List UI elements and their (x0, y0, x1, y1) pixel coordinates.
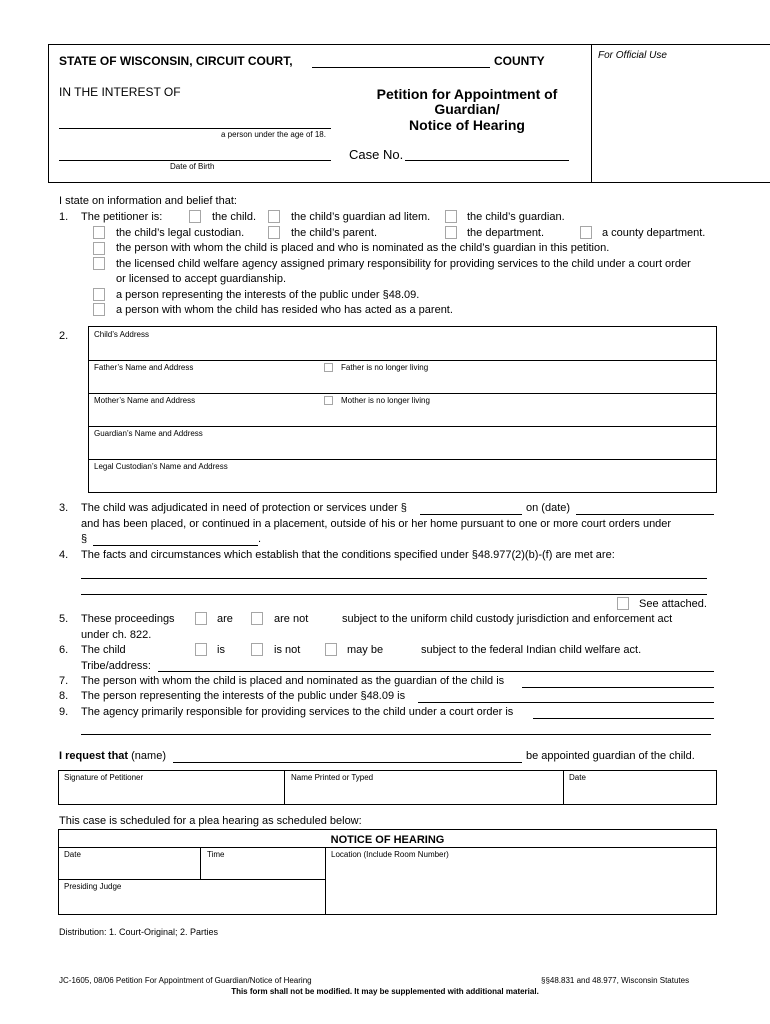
signature-date-label: Date (569, 773, 586, 782)
item3-date-field[interactable] (576, 514, 714, 515)
in-interest-label: IN THE INTEREST OF (59, 85, 181, 99)
label-petitioner-department: the department. (467, 227, 545, 239)
tribe-address-field[interactable] (158, 671, 714, 672)
checkbox-petitioner-resided[interactable] (93, 303, 105, 316)
item4-text: The facts and circumstances which establish that the conditions specified under §48.977(2)(b)-(f) are met are: (81, 549, 615, 561)
label-petitioner-parent: the child’s parent. (291, 227, 378, 239)
label-petitioner-county: a county department. (602, 227, 706, 239)
custodian-label: Legal Custodian’s Name and Address (94, 462, 228, 471)
hearing-title-divider (58, 847, 717, 848)
label-petitioner-custodian: the child’s legal custodian. (116, 227, 245, 239)
item3-line2: and has been placed, or continued in a placement, outside of his or her home pursuant to one or more court orders under (81, 518, 672, 530)
checkbox-petitioner-parent[interactable] (268, 226, 280, 239)
label-icwa-is-not: is not (274, 644, 301, 656)
item6-number: 6. (59, 644, 69, 656)
checkbox-ucc-are[interactable] (195, 612, 207, 625)
checkbox-father-deceased[interactable] (324, 363, 333, 372)
item5-tail: subject to the uniform child custody jurisdiction and enforcement act (342, 613, 673, 625)
item8-text: The person representing the interests of the public under §48.09 is (81, 690, 406, 702)
item3-order-statute-field[interactable] (93, 545, 258, 546)
checkbox-see-attached[interactable] (617, 597, 629, 610)
minor-caption: a person under the age of 18. (221, 130, 326, 139)
signature-table (58, 770, 717, 805)
label-ucc-are: are (217, 613, 233, 625)
item7-text: The person with whom the child is placed and nominated as the guardian of the child is (81, 675, 505, 687)
label-icwa-is: is (217, 644, 225, 656)
parties-row-divider (88, 459, 717, 460)
label-petitioner-resided: a person with whom the child has resided who has acted as a parent. (116, 304, 453, 316)
label-petitioner-gal: the child’s guardian ad litem. (291, 211, 431, 223)
item1-lead: The petitioner is: (81, 211, 163, 223)
checkbox-petitioner-public[interactable] (93, 288, 105, 301)
checkbox-petitioner-department[interactable] (445, 226, 457, 239)
item8-number: 8. (59, 690, 69, 702)
label-petitioner-placed: the person with whom the child is placed and who is nominated as the child’s guardian in this petition. (116, 242, 610, 254)
hearing-time-label: Time (207, 850, 225, 859)
item5-number: 5. (59, 613, 69, 625)
request-lead: I request that (59, 750, 129, 762)
item4-facts-line[interactable] (81, 578, 707, 579)
item9-text: The agency primarily responsible for providing services to the child under a court order is (81, 706, 514, 718)
item9-continuation-field[interactable] (81, 734, 711, 735)
item1-number: 1. (59, 211, 69, 223)
item5-lead: These proceedings (81, 613, 175, 625)
header-left-rule (48, 44, 49, 182)
child-name-field[interactable] (59, 128, 331, 129)
state-court-label: STATE OF WISCONSIN, CIRCUIT COURT, (59, 54, 293, 68)
checkbox-icwa-may-be[interactable] (325, 643, 337, 656)
form-title-line1: Petition for Appointment of (376, 86, 558, 102)
hearing-location-label: Location (Include Room Number) (331, 850, 449, 859)
item3-line3: § (81, 533, 88, 545)
item3-line1b: on (date) (526, 502, 571, 514)
form-title-line3: Notice of Hearing (409, 117, 525, 133)
parties-row-divider (88, 426, 717, 427)
guardian-label: Guardian’s Name and Address (94, 429, 203, 438)
case-no-label: Case No. (349, 147, 404, 162)
parties-row-divider (88, 393, 717, 394)
item4-facts-line[interactable] (81, 594, 707, 595)
signature-label: Signature of Petitioner (64, 773, 144, 782)
checkbox-icwa-is[interactable] (195, 643, 207, 656)
mother-label: Mother’s Name and Address (94, 396, 196, 405)
checkbox-petitioner-child[interactable] (189, 210, 201, 223)
request-name-hint: (name) (131, 750, 166, 762)
item3-period: . (258, 533, 262, 545)
item3-line1a: The child was adjudicated in need of protection or services under § (81, 502, 407, 514)
checkbox-petitioner-placed[interactable] (93, 242, 105, 255)
mother-deceased-label: Mother is no longer living (341, 396, 430, 405)
father-label: Father’s Name and Address (94, 363, 194, 372)
request-tail: be appointed guardian of the child. (526, 750, 695, 762)
request-line (59, 750, 166, 762)
item3-statute-field[interactable] (420, 514, 522, 515)
checkbox-petitioner-gal[interactable] (268, 210, 280, 223)
checkbox-petitioner-guardian[interactable] (445, 210, 457, 223)
item7-number: 7. (59, 675, 69, 687)
hearing-intro: This case is scheduled for a plea hearing as scheduled below: (59, 815, 362, 827)
hearing-col-divider (200, 847, 201, 879)
case-no-field[interactable] (405, 160, 569, 161)
label-ucc-are-not: are not (274, 613, 309, 625)
requested-guardian-name-field[interactable] (173, 762, 522, 763)
checkbox-mother-deceased[interactable] (324, 396, 333, 405)
label-petitioner-child: the child. (212, 211, 257, 223)
item7-field[interactable] (522, 687, 714, 688)
intro-text: I state on information and belief that: (59, 195, 237, 207)
item9-field[interactable] (533, 718, 714, 719)
checkbox-petitioner-agency[interactable] (93, 257, 105, 270)
label-petitioner-agency-1: the licensed child welfare agency assigned primary responsibility for providing services to the child under a court order (116, 258, 691, 270)
item5-line2: under ch. 822. (81, 629, 152, 641)
item8-field[interactable] (418, 702, 714, 703)
hearing-title: NOTICE OF HEARING (330, 834, 445, 846)
header-bottom-rule (48, 182, 770, 183)
county-label: COUNTY (494, 54, 545, 68)
county-name-field[interactable] (312, 67, 490, 68)
item4-number: 4. (59, 549, 69, 561)
hearing-col-divider (325, 847, 326, 915)
childs-address-label: Child’s Address (94, 330, 149, 339)
name-printed-label: Name Printed or Typed (291, 773, 374, 782)
item6-tail: subject to the federal Indian child welfare act. (421, 644, 642, 656)
item2-number: 2. (59, 330, 69, 342)
distribution-text: Distribution: 1. Court-Original; 2. Parties (59, 927, 219, 937)
checkbox-petitioner-custodian[interactable] (93, 226, 105, 239)
checkbox-petitioner-county[interactable] (580, 226, 592, 239)
tribe-label: Tribe/address: (81, 660, 151, 672)
label-petitioner-agency-2: or licensed to accept guardianship. (116, 273, 286, 285)
parties-row-divider (88, 360, 717, 361)
checkbox-ucc-are-not[interactable] (251, 612, 263, 625)
label-petitioner-public: a person representing the interests of the public under §48.09. (116, 289, 420, 301)
item6-lead: The child (81, 644, 126, 656)
father-deceased-label: Father is no longer living (341, 363, 429, 372)
item3-number: 3. (59, 502, 69, 514)
form-title-line2: Guardian/ (434, 101, 500, 117)
dob-caption: Date of Birth (170, 162, 215, 171)
see-attached-label: See attached. (639, 598, 707, 610)
checkbox-icwa-is-not[interactable] (251, 643, 263, 656)
label-icwa-may-be: may be (347, 644, 384, 656)
label-petitioner-guardian: the child’s guardian. (467, 211, 565, 223)
hearing-row-divider (58, 879, 325, 880)
signature-col-divider (284, 770, 285, 805)
presiding-judge-label: Presiding Judge (64, 882, 122, 891)
header-top-rule (48, 44, 770, 45)
signature-col-divider (563, 770, 564, 805)
modification-notice: This form shall not be modified. It may be supplemented with additional material. (231, 987, 539, 996)
hearing-date-label: Date (64, 850, 81, 859)
statutes-reference: §§48.831 and 48.977, Wisconsin Statutes (541, 976, 690, 985)
dob-field[interactable] (59, 160, 331, 161)
item9-number: 9. (59, 706, 69, 718)
official-use-label: For Official Use (598, 50, 667, 61)
form-id: JC-1605, 08/06 Petition For Appointment of Guardian/Notice of Hearing (59, 976, 312, 985)
